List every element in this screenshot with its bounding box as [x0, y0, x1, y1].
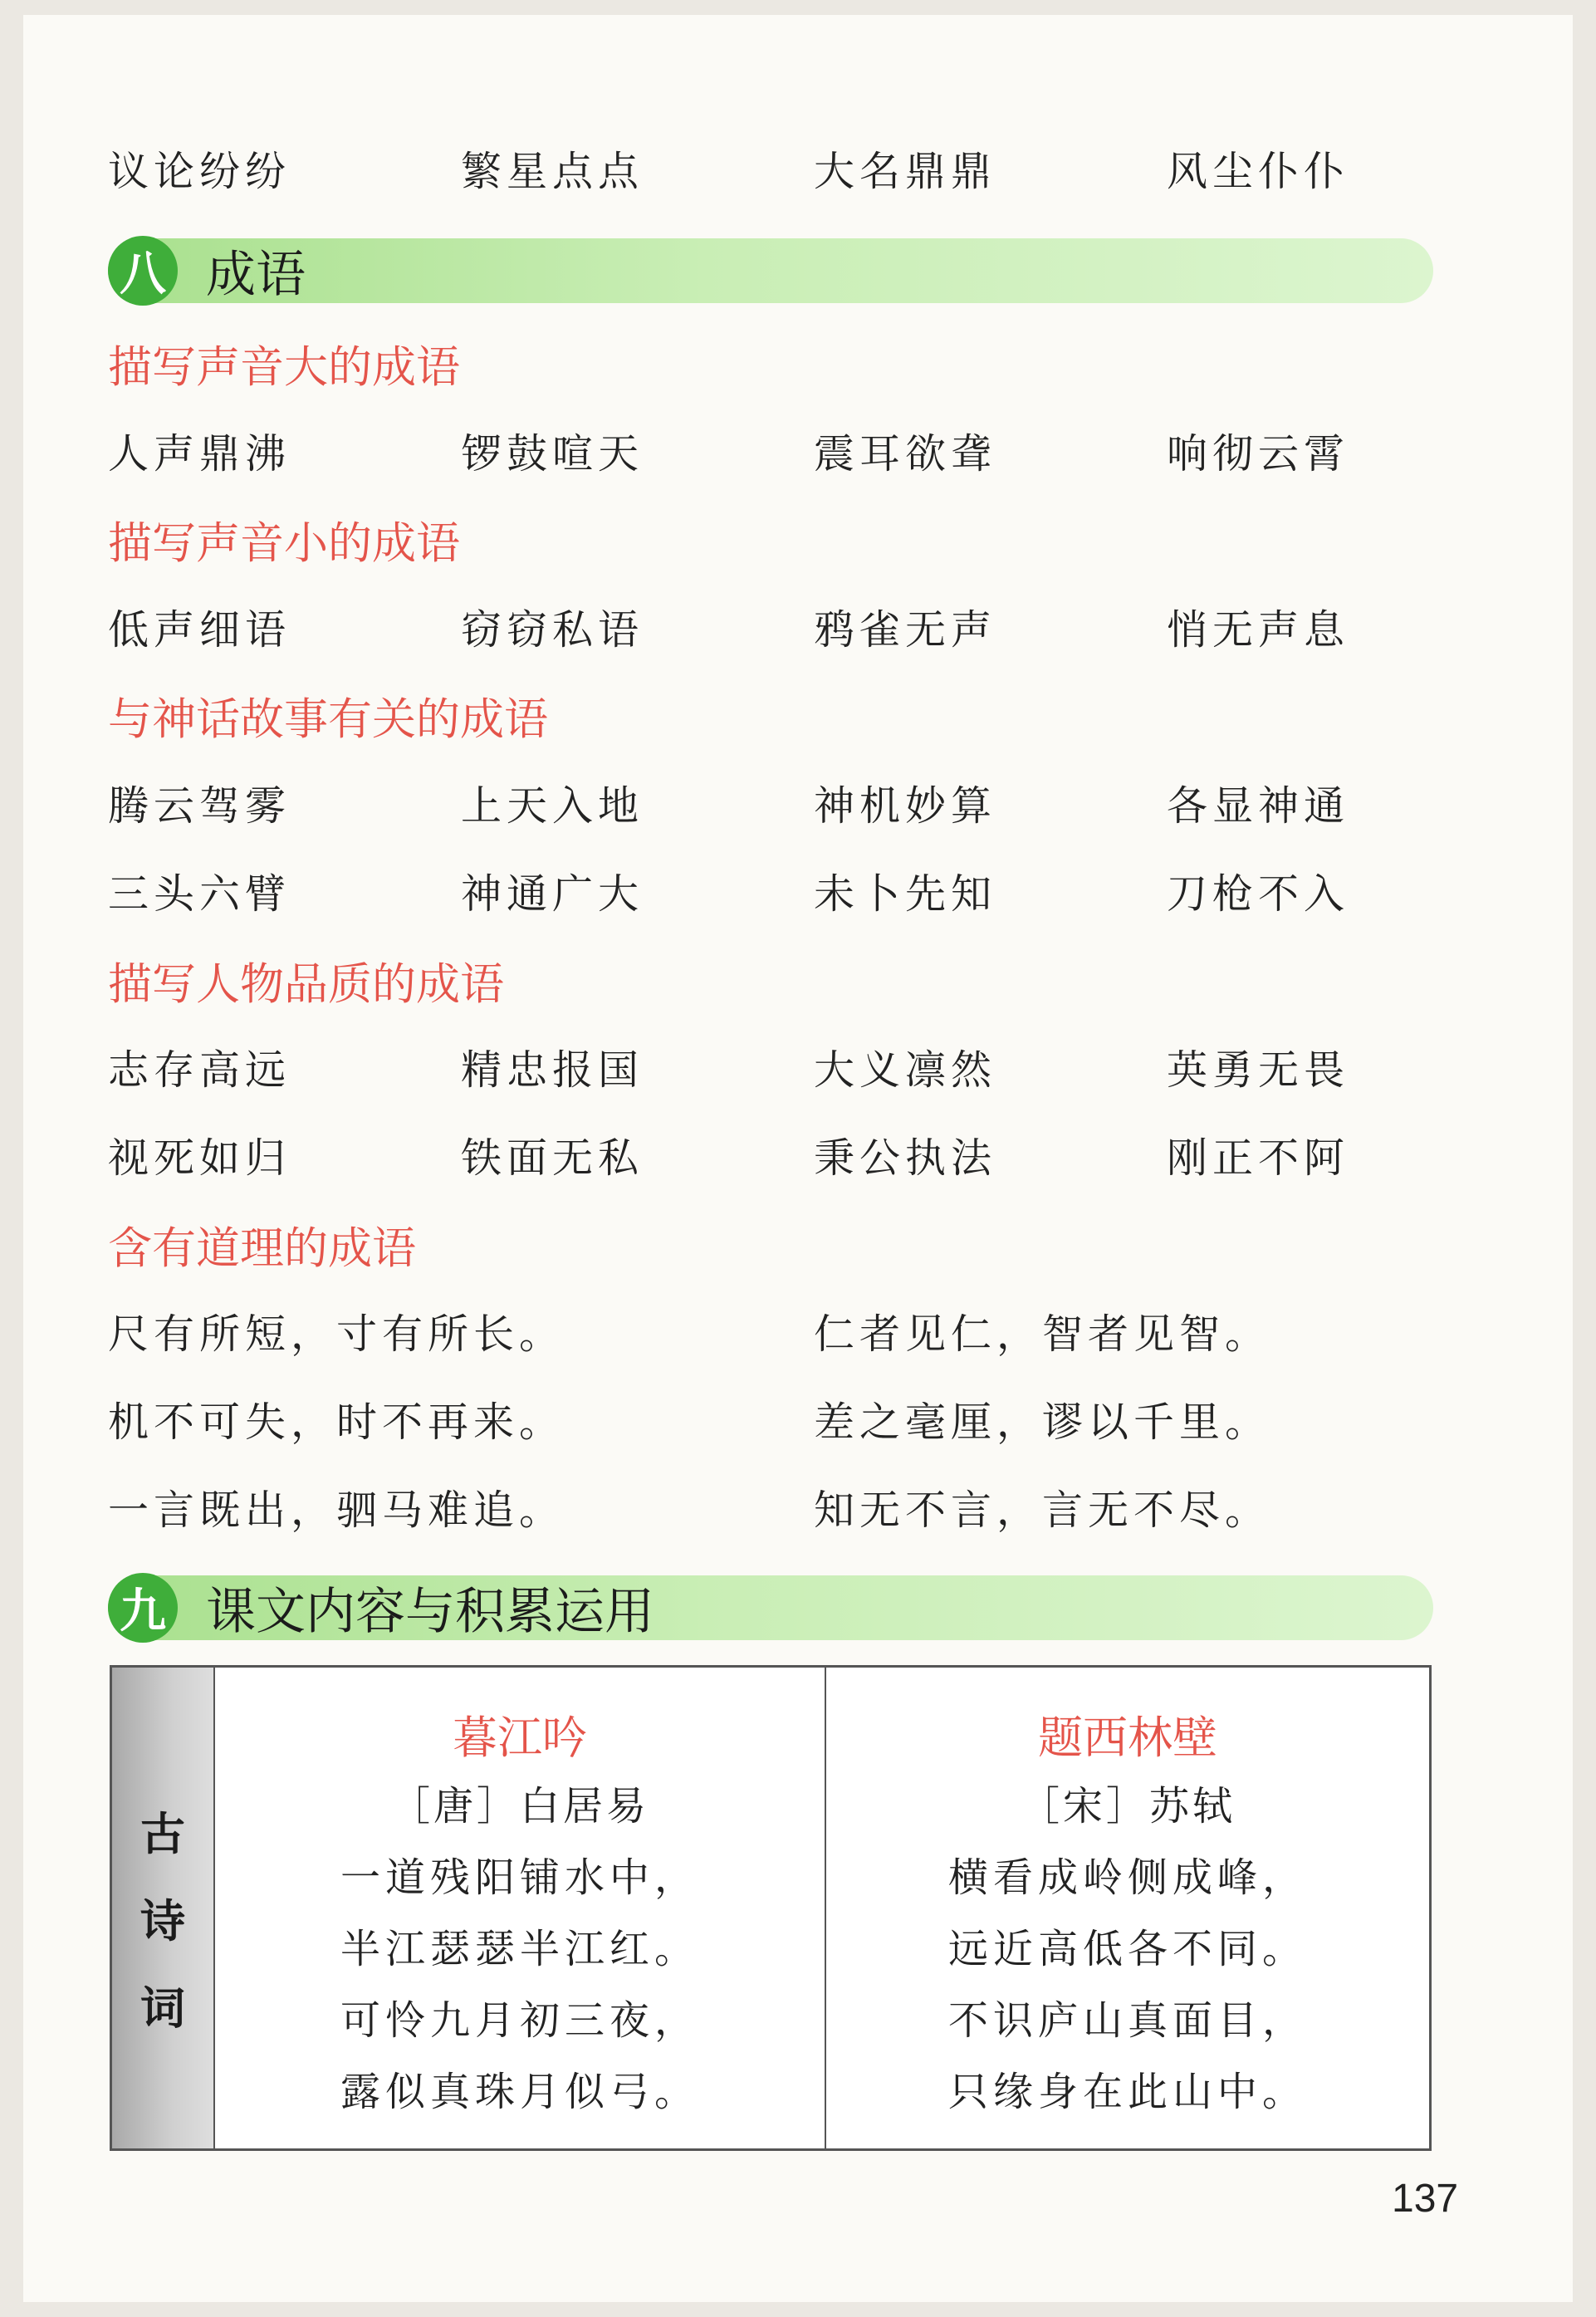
- idiom: 腾云驾雾: [108, 782, 291, 830]
- section-8-badge: 八: [108, 236, 178, 306]
- idiom: 刚正不阿: [1167, 1134, 1350, 1182]
- idiom: 大义凛然: [814, 1046, 997, 1094]
- saying-row: [108, 1294, 1520, 1369]
- side-label-char: 词: [140, 1982, 185, 2035]
- section-9-badge: 九: [108, 1573, 178, 1643]
- saying: 一言既出，驷马难追。: [108, 1487, 565, 1534]
- idiom-row: [108, 854, 1520, 928]
- poem-muchiangyin: [215, 1668, 825, 2148]
- poem-tixilinbi: [826, 1668, 1429, 2148]
- saying: 仁者见仁，智者见智。: [814, 1310, 1271, 1358]
- idiom: 未卜先知: [814, 870, 997, 918]
- poem-table: [110, 1665, 1432, 2151]
- subheading-loud: 描写声音大的成语: [108, 342, 460, 393]
- idiom: 低声细语: [108, 606, 291, 654]
- poem-line: 只缘身在此山中。: [947, 2069, 1307, 2115]
- idiom: 议论纷纷: [108, 148, 291, 195]
- saying: 机不可失，时不再来。: [108, 1399, 565, 1446]
- idiom: 繁星点点: [461, 148, 644, 195]
- idiom: 英勇无畏: [1167, 1046, 1350, 1094]
- idiom: 刀枪不入: [1167, 870, 1350, 918]
- idiom: 各显神通: [1167, 782, 1350, 830]
- idiom: 精忠报国: [461, 1046, 644, 1094]
- idiom: 铁面无私: [461, 1134, 644, 1182]
- idiom: 上天入地: [461, 782, 644, 830]
- idiom: 志存高远: [108, 1046, 291, 1094]
- section-9-title: 课文内容与积累运用: [206, 1583, 654, 1641]
- idiom: 窃窃私语: [461, 606, 644, 654]
- idiom: 大名鼎鼎: [814, 148, 997, 195]
- poem-line: 一道残阳铺水中，: [340, 1854, 699, 1901]
- idiom: 悄无声息: [1167, 606, 1350, 654]
- poem-title: 暮江吟: [453, 1712, 587, 1764]
- idiom-row: [108, 590, 1520, 664]
- poem-line: 可怜九月初三夜，: [340, 1997, 699, 2044]
- saying: 知无不言，言无不尽。: [814, 1487, 1271, 1534]
- poem-author: ［唐］白居易: [389, 1783, 649, 1830]
- section-8-band: [108, 238, 1433, 303]
- poem-line: 不识庐山真面目，: [947, 1997, 1307, 2044]
- subheading-wisdom: 含有道理的成语: [108, 1223, 416, 1274]
- idiom: 震耳欲聋: [814, 430, 997, 478]
- section-8-title: 成语: [206, 246, 306, 304]
- poem-line: 横看成岭侧成峰，: [947, 1854, 1307, 1901]
- idiom-row: [108, 1030, 1520, 1105]
- subheading-myth: 与神话故事有关的成语: [108, 694, 548, 745]
- poem-line: 半江瑟瑟半江红。: [340, 1926, 699, 1972]
- idiom-row-top: [108, 131, 1520, 206]
- saying-row: [108, 1470, 1520, 1545]
- poem-line: 露似真珠月似弓。: [340, 2069, 699, 2115]
- idiom: 锣鼓喧天: [461, 430, 644, 478]
- saying: 尺有所短，寸有所长。: [108, 1310, 565, 1358]
- idiom: 人声鼎沸: [108, 430, 291, 478]
- saying-row: [108, 1382, 1520, 1457]
- poem-author: ［宋］苏轼: [1019, 1783, 1236, 1830]
- idiom: 神通广大: [461, 870, 644, 918]
- poem-title: 题西林壁: [1038, 1712, 1217, 1764]
- subheading-quiet: 描写声音小的成语: [108, 518, 460, 569]
- idiom: 三头六臂: [108, 870, 291, 918]
- saying: 差之毫厘，谬以千里。: [814, 1399, 1271, 1446]
- idiom: 神机妙算: [814, 782, 997, 830]
- idiom: 秉公执法: [814, 1134, 997, 1182]
- side-label-char: 诗: [140, 1895, 185, 1947]
- idiom: 风尘仆仆: [1167, 148, 1350, 195]
- idiom: 响彻云霄: [1167, 430, 1350, 478]
- idiom: 鸦雀无声: [814, 606, 997, 654]
- idiom: 视死如归: [108, 1134, 291, 1182]
- side-label-char: 古: [140, 1808, 185, 1860]
- subheading-character: 描写人物品质的成语: [108, 959, 504, 1010]
- idiom-row: [108, 1118, 1520, 1193]
- idiom-row: [108, 414, 1520, 488]
- idiom-row: [108, 766, 1520, 840]
- poem-line: 远近高低各不同。: [947, 1926, 1307, 1972]
- poetry-side-label: [112, 1668, 215, 2148]
- page-number: 137: [1392, 2177, 1459, 2221]
